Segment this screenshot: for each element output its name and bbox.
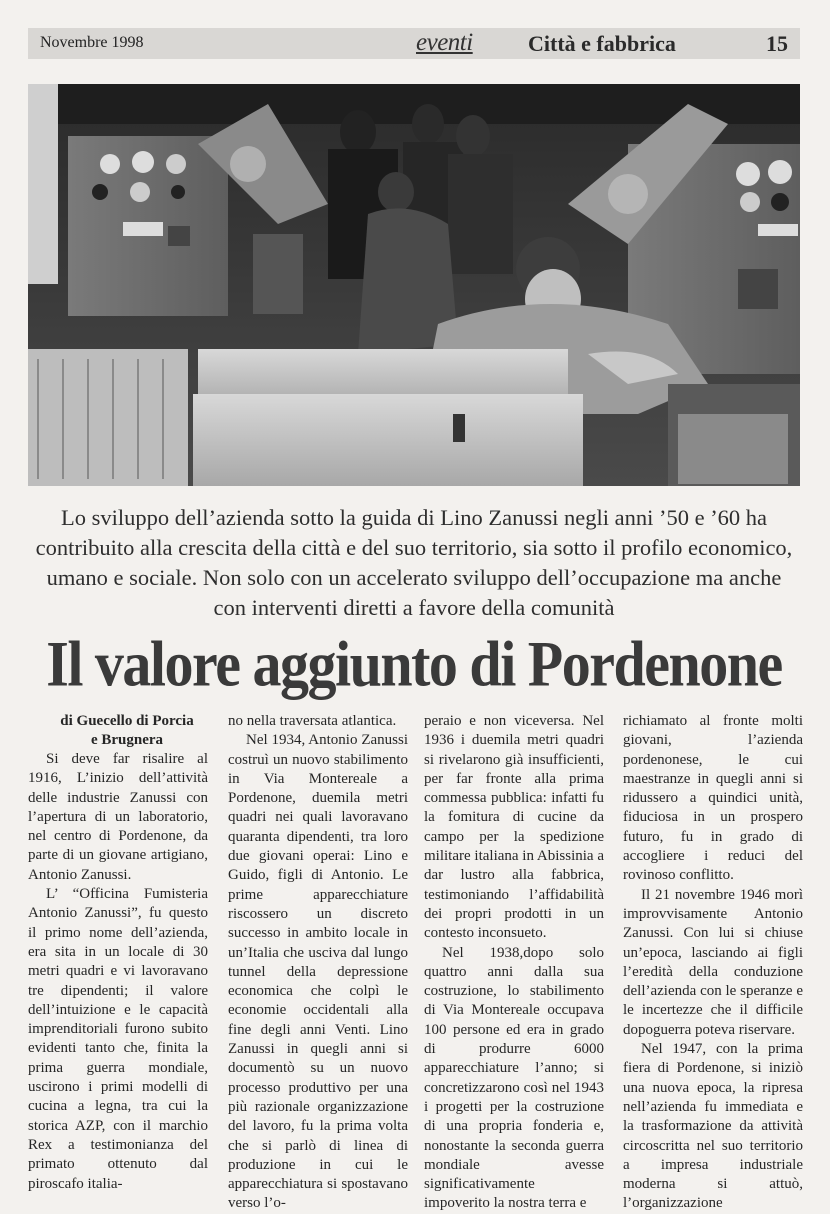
paragraph: Si deve far risalire al 1916, L’inizio dell’attività delle industrie Zanussi con l’apertura di un laboratorio, nel centro di Pordenone, da parte di un giovane artigiano, Antonio Zanussi. (28, 751, 208, 883)
article-headline: Il valore aggiunto di Pordenone (46, 627, 782, 700)
paragraph: no nella traversata atlantica. (228, 713, 397, 729)
paragraph: Nel 1934, Antonio Zanussi costruì un nuovo stabilimento in Via Montereale a Pordenone, duemila metri quadri nei quali lavoravano quaranta dipendenti, tra loro due giovani operai: Lino e Guido, figli di Antonio. Le prime apparecchiature riscossero un discreto successo in ambito locale in un’Italia che usciva dal lungo tunnel della depressione economica che colpì le economie occidentali alla fine degli anni Venti. Lino Zanussi in quegli anni si documentò su un nuovo processo produttivo per una più razionale organizzazione del lavoro, fu la prima volta che si parlò di linea di produzione in cui le apparecchiatura si spostavano verso l’o- (228, 732, 408, 1212)
column-2 (228, 712, 408, 1214)
section-title: Città e fabbrica (528, 31, 676, 56)
column-4 (623, 712, 803, 1214)
byline-author-cont: e Brugnera (90, 732, 164, 748)
byline (28, 712, 208, 750)
byline-author: di Guecello di Porcia (60, 713, 194, 729)
factory-workers-photo (28, 84, 800, 486)
paragraph: Nel 1938,dopo solo quattro anni dalla sua costruzione, lo stabilimento di Via Montereale occupava 100 persone ed era in grado di produrre 6000 apparecchiature l’anno; si concretizzarono così nel 1943 i progetti per la costruzione di una propria fonderia e, nonostante la seconda guerra mondiale avesse significativamente impoverito la nostra terra e (424, 944, 604, 1212)
paragraph: peraio e non viceversa. Nel 1936 i duemila metri quadri si rivelarono già insufficienti, per far fronte alla prima commessa pubblica: infatti fu la fomitura di cucine da campo per la spedizione militare italiana in Abissinia a dar lustro alla fabbrica, testimoniando l’affidabilità dei propri prodotti in un contesto inconsueto. (424, 713, 604, 942)
magazine-logo: eventi (416, 29, 473, 56)
column-1 (28, 712, 208, 1194)
column-3 (424, 712, 604, 1214)
page-number: 15 (766, 31, 788, 56)
issue-date: Novembre 1998 (40, 34, 144, 51)
page-header (28, 28, 800, 59)
paragraph: Nel 1947, con la prima fiera di Pordenone, si iniziò una nuova epoca, la ripresa nell’azienda fu immediata e la trasformazione da attività circoscritta nel suo territorio a impresa industriale moderna si attuò, l’organizzazione (623, 1041, 803, 1212)
paragraph: Il 21 novembre 1946 morì improvvisamente Antonio Zanussi. Con lui si chiuse un’epoca, lasciando ai figli l’eredità della conduzione dell’azienda con le speranze e le incertezze che il difficile dopoguerra poteva riservare. (623, 886, 803, 1038)
article-body (0, 712, 830, 1212)
paragraph: L’ “Officina Fumisteria Antonio Zanussi”, fu questo il primo nome dell’azienda, era sita in un locale di 30 metri quadri e vi lavoravano tre dipendenti; il valore dell’intuizione e le capacità imprenditoriali furono subito evidenti tanto che, finita la prima guerra mondiale, uscirono i primi modelli di cucina a legna, tra cui la storica AZP, con il marchio Rex a testimonianza del primato ottenuto dal piroscafo italia- (28, 886, 208, 1192)
article-lede: Lo sviluppo dell’azienda sotto la guida di Lino Zanussi negli anni ’50 e ’60 ha contribuito alla crescita della città e del suo territorio, sia sotto il profilo economico, umano e sociale. Non solo con un accelerato sviluppo dell’occupazione ma anche con interventi diretti a favore della comunità (35, 505, 793, 620)
paragraph: richiamato al fronte molti giovani, l’azienda pordenonese, le cui maestranze in quegli anni si ridussero a quindici unità, fiduciosa in un prospero futuro, fu in grado di accogliere i reduci del rovinoso conflitto. (623, 713, 803, 884)
